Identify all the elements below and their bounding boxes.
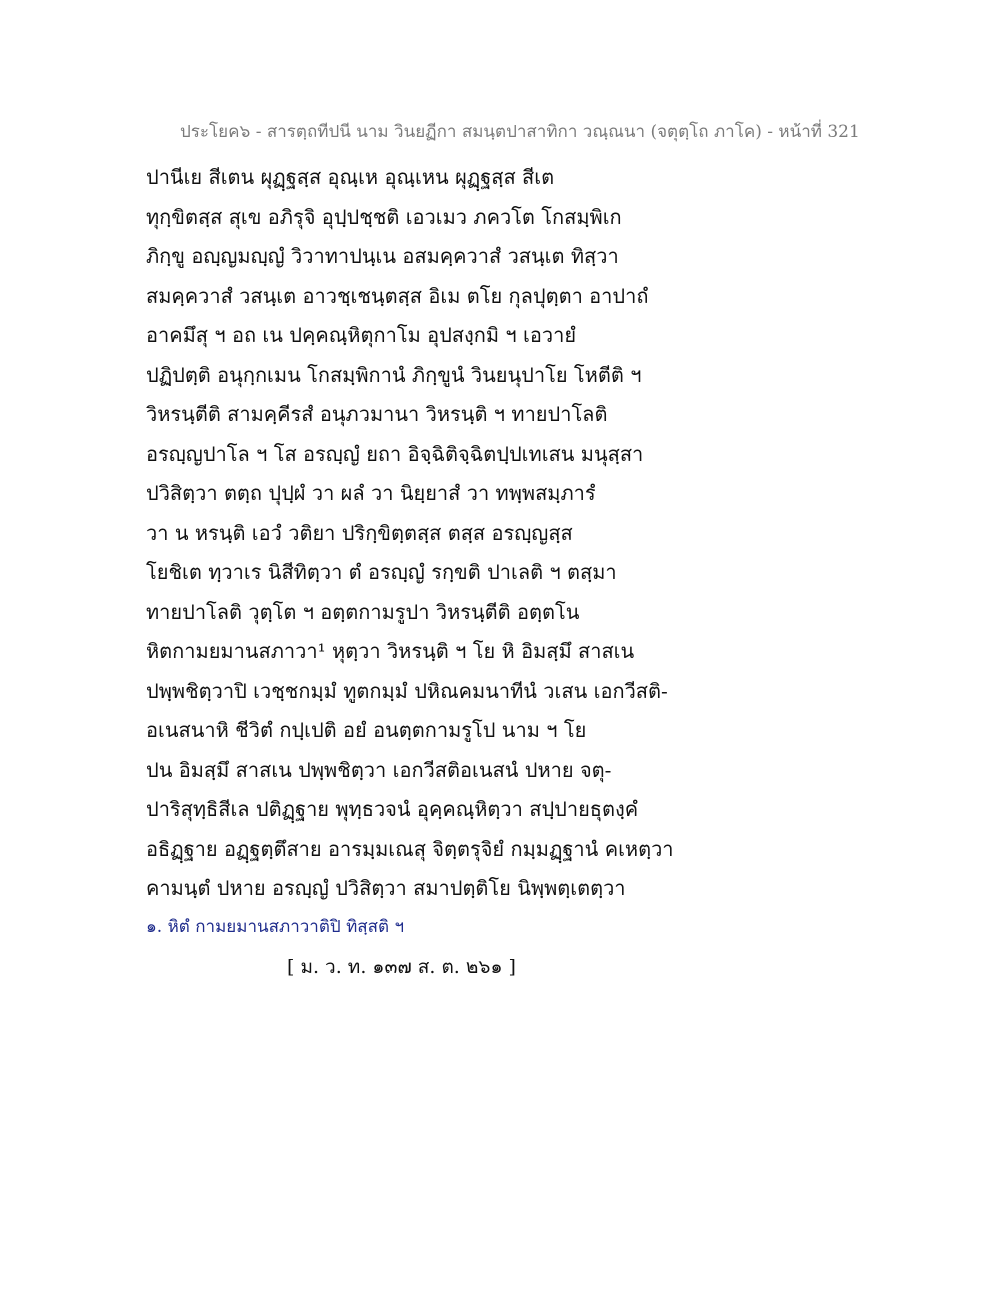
text-line: ปาริสุทฺธิสีเล ปติฏฺฐาย พุทฺธวจนํ อุคฺคณฺหิตฺวา สปฺปายธุตงฺคํ [146, 797, 639, 821]
text-line: สมคฺควาสํ วสนฺเต อาวชฺเชนฺตสฺส อิเม ตโย กุลปุตฺตา อาปาถํ [146, 283, 649, 308]
text-line: โยชิเต ทฺวาเร นิสีทิตฺวา ตํ อรญฺญํ รกฺขติ ปาเลติ ฯ ตสฺมา [146, 560, 617, 584]
text-line: ทุกฺขิตสฺส สุเข อภิรุจิ อุปฺปชฺชติ เอวเมว ภควโต โกสมฺพิเก [146, 204, 622, 229]
body-text [146, 158, 846, 909]
text-line: หิตกามยมานสภาวา¹ หุตฺวา วิหรนฺติ ฯ โย หิ อิมสฺมึ สาสเน [146, 639, 635, 663]
text-line: ปานีเย สีเตน ผุฏฺฐสฺส อุณฺเห อุณฺเหน ผุฏฺฐสฺส สีเต [146, 165, 555, 189]
text-line: ปน อิมสฺมึ สาสเน ปพฺพชิตฺวา เอกวีสติอเนสนํ ปหาย จตุ- [146, 757, 612, 782]
text-line: ปพฺพชิตฺวาปิ เวชฺชกมฺมํ ทูตกมฺมํ ปหิณคมนาทีนํ วเสน เอกวีสติ- [146, 678, 668, 703]
text-line: ทายปาโลติ วุตฺโต ฯ อตฺตกามรูปา วิหรนฺตีติ อตฺตโน [146, 599, 580, 624]
text-line: ปฏิปตฺติ อนุกฺกเมน โกสมฺพิกานํ ภิกฺขูนํ วินยนุปาโย โหตีติ ฯ [146, 362, 642, 387]
footnote: ๑. หิตํ กามยมานสภาวาติปิ ทิสฺสติ ฯ [146, 917, 405, 937]
text-line: อาคมึสุ ฯ อถ เน ปคฺคณฺหิตุกาโม อุปสงฺกมิ ฯ เอวายํ [146, 323, 577, 347]
text-line: วิหรนฺตีติ สามคฺคีรสํ อนุภวมานา วิหรนฺติ ฯ ทายปาโลติ [146, 402, 608, 426]
text-line: ปวิสิตฺวา ตตฺถ ปุปฺผํ วา ผลํ วา นิยฺยาสํ วา ทพฺพสมฺภารํ [146, 481, 596, 505]
page-header: ประโยค๖ - สารตฺถทีปนี นาม วินยฏีกา สมนฺตปาสาทิกา วณฺณนา (จตุตฺโถ ภาโค) - หน้าที่ 321 [180, 122, 860, 142]
text-line: ภิกฺขู อญฺญมญฺญํ วิวาทาปนฺเน อสมคฺควาสํ วสนฺเต ทิสฺวา [146, 244, 619, 268]
text-line: อเนสนาหิ ชีวิตํ กปฺเปติ อยํ อนตฺตกามรูโป นาม ฯ โย [146, 718, 587, 742]
text-line: คามนฺตํ ปหาย อรญฺญํ ปวิสิตฺวา สมาปตฺติโย นิพฺพตฺเตตฺวา [146, 876, 626, 900]
text-line: วา น หรนฺติ เอวํ วติยา ปริกฺขิตฺตสฺส ตสฺส อรญฺญสฺส [146, 520, 573, 545]
page-reference: [ ม. ว. ท. ๑๓๗ ส. ต. ๒๖๑ ] [287, 956, 516, 978]
text-line: อรญฺญปาโล ฯ โส อรญฺญํ ยถา อิจฺฉิติจฺฉิตปฺปเทเสน มนุสฺสา [146, 441, 644, 466]
text-line: อธิฏฺฐาย อฏฺฐตฺตึสาย อารมฺมเณสุ จิตฺตรุจิยํ กมฺมฏฺฐานํ คเหตฺวา [146, 836, 674, 861]
